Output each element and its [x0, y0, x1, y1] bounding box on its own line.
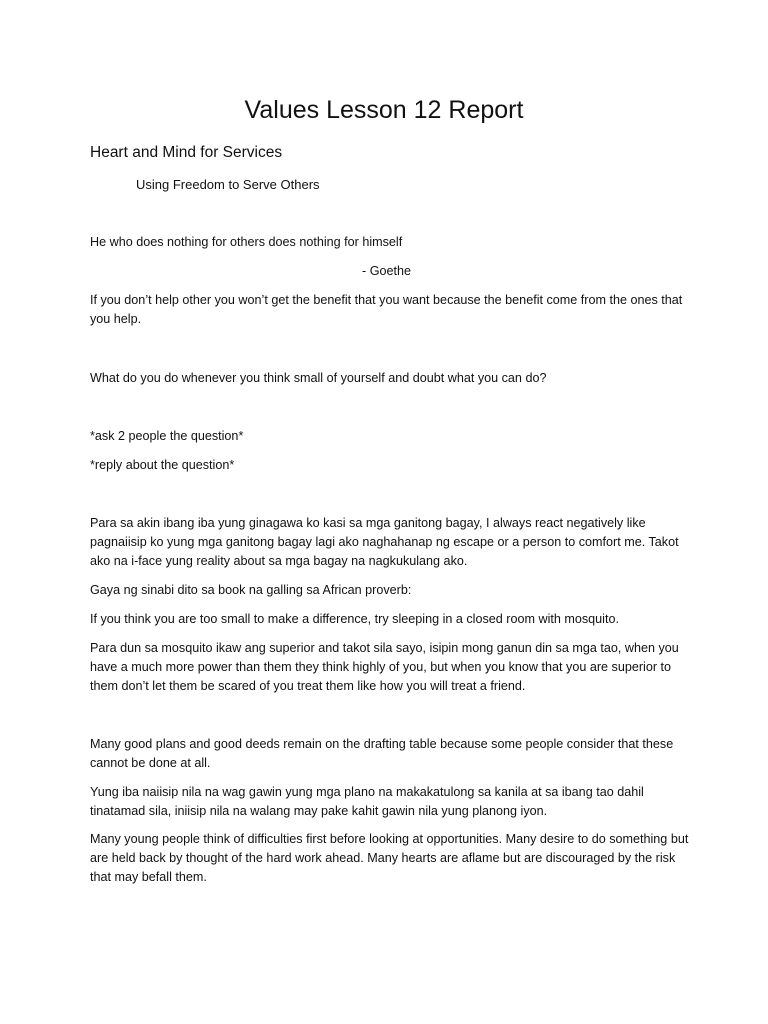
- paragraph: Many good plans and good deeds remain on the drafting table because some people consider that these cannot be done at all.: [90, 737, 674, 770]
- section-heading: Heart and Mind for Services: [90, 144, 283, 161]
- quote-text: He who does nothing for others does nothing for himself: [90, 235, 403, 249]
- paragraph: *reply about the question*: [90, 458, 235, 472]
- quote-author: - Goethe: [362, 264, 412, 278]
- paragraph: *ask 2 people the question*: [90, 429, 244, 443]
- paragraph: Many young people think of difficulties first before looking at opportunities. Many desire to do something but are held back by thought of the hard work ahead. Many hearts are aflame but are discouraged by the risk that may befall them.: [90, 832, 689, 884]
- paragraph: If you don’t help other you won’t get the benefit that you want because the benefit come from the ones that you help.: [90, 293, 683, 326]
- paragraph: Para dun sa mosquito ikaw ang superior and takot sila sayo, isipin mong ganun din sa mga tao, when you have a much more power than them they think highly of you, but when you know that you are superior to them don’t let them be scared of you treat them like how you will treat a friend.: [90, 641, 679, 693]
- paragraph: Yung iba naiisip nila na wag gawin yung mga plano na makakatulong sa kanila at sa ibang tao dahil tinatamad sila, iniisip nila na walang may pake kahit gawin nila yung planong iyon.: [90, 785, 644, 818]
- paragraph: Gaya ng sinabi dito sa book na galling sa African proverb:: [90, 583, 412, 597]
- document-title: Values Lesson 12 Report: [244, 96, 524, 124]
- paragraph: Para sa akin ibang iba yung ginagawa ko kasi sa mga ganitong bagay, I always react negatively like pagnaiisip ko yung mga ganitong bagay lagi ako naghahanap ng escape or a person to comfort me. Takot ako na i-face yung reality about sa mga bagay na nagkukulang ako.: [90, 516, 679, 568]
- paragraph: What do you do whenever you think small of yourself and doubt what you can do?: [90, 371, 547, 385]
- section-subheading: Using Freedom to Serve Others: [136, 177, 320, 192]
- paragraph: If you think you are too small to make a difference, try sleeping in a closed room with mosquito.: [90, 612, 619, 626]
